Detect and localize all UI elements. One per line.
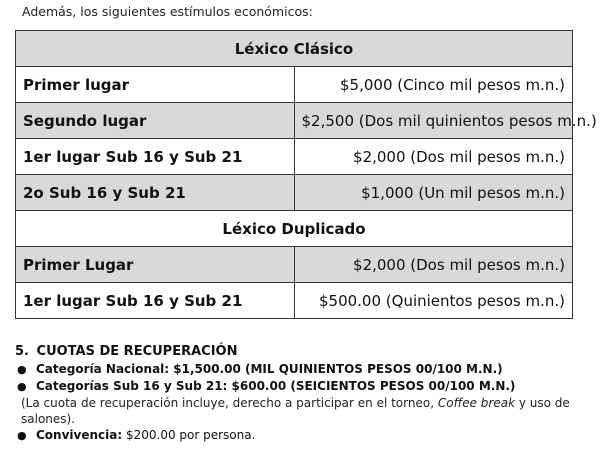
prize-label: 1er lugar Sub 16 y Sub 21 [16,283,295,319]
prize-amount: $5,000 (Cinco mil pesos m.n.) [294,67,573,103]
prize-label: Segundo lugar [16,103,295,139]
prize-label: 2o Sub 16 y Sub 21 [16,175,295,211]
convivencia-value: $200.00 por persona. [122,428,256,442]
prize-amount: $500.00 (Quinientos pesos m.n.) [294,283,573,319]
note-italic: Coffee break [437,396,516,410]
prize-label: Primer Lugar [16,247,295,283]
fee-nacional: Categoría Nacional: $1,500.00 (MIL QUINIENTOS PESOS 00/100 M.N.) [36,362,503,376]
cuotas-section [15,343,585,444]
note-text: (La cuota de recuperación incluye, derecho a participar en el torneo, [21,396,438,410]
lexico-clasico-header: Léxico Clásico [16,31,573,67]
table-row [16,247,573,283]
table-header-row [16,211,573,247]
table-header-row [16,31,573,67]
prizes-table [15,30,597,319]
section-number: 5. [15,344,29,359]
intro-text: Además, los siguientes estímulos económicos: [22,4,313,19]
list-item [15,427,585,444]
note-text-end: y uso de salones). [21,396,570,426]
prize-amount: $2,000 (Dos mil pesos m.n.) [294,247,573,283]
section-title: CUOTAS DE RECUPERACIÓN [36,344,238,359]
list-item [15,361,585,378]
fee-sub: Categorías Sub 16 y Sub 21: $600.00 (SEICIENTOS PESOS 00/100 M.N.) [36,379,516,393]
prize-amount: $2,500 (Dos mil quinientos pesos m.n.) [294,103,573,139]
prize-label: 1er lugar Sub 16 y Sub 21 [16,139,295,175]
table-row [16,175,573,211]
table-row [16,283,573,319]
bullet-icon: ● [17,363,27,376]
table-row [16,139,573,175]
lexico-duplicado-header: Léxico Duplicado [16,211,573,247]
fee-list [15,361,585,395]
bullet-icon: ● [17,380,27,393]
fee-note [15,395,585,427]
table-row [16,67,573,103]
list-item [15,378,585,395]
extra-list [15,427,585,444]
bullet-icon: ● [17,429,27,442]
prize-label: Primer lugar [16,67,295,103]
convivencia-label: Convivencia: [36,428,123,442]
section-heading [15,343,585,361]
prize-amount: $2,000 (Dos mil pesos m.n.) [294,139,573,175]
prize-amount: $1,000 (Un mil pesos m.n.) [294,175,573,211]
table-row [16,103,573,139]
